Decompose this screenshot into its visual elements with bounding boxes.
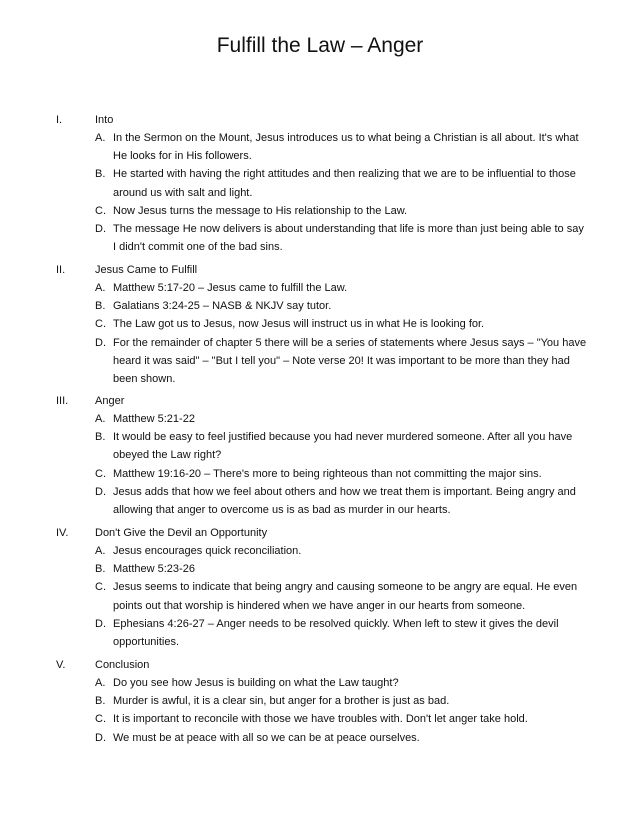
item-text: Jesus seems to indicate that being angry and causing someone to be angry are equal. He even points out that worship is hindered when we have anger in our hearts from someone. (113, 581, 578, 612)
outline-item (0, 428, 640, 464)
section-numeral: II. (56, 264, 66, 276)
section-heading (0, 262, 640, 279)
item-letter: C. (95, 581, 106, 594)
outline-item (0, 710, 640, 728)
section-title: Don't Give the Devil an Opportunity (95, 527, 268, 539)
item-text: Do you see how Jesus is building on what the Law taught? (113, 677, 399, 689)
item-text: We must be at peace with all so we can be at peace ourselves. (113, 731, 420, 744)
item-text: Matthew 19:16-20 – There's more to being righteous than not committing the major sins. (113, 467, 542, 480)
outline-item (0, 334, 640, 389)
outline-item (0, 483, 640, 519)
outline-item (0, 165, 640, 201)
section-numeral: IV. (56, 527, 69, 539)
section-heading (0, 657, 640, 674)
item-letter: B. (95, 300, 106, 313)
outline-item (0, 279, 640, 297)
item-text: Jesus encourages quick reconciliation. (113, 545, 302, 557)
outline-item (0, 615, 640, 651)
outline-item (0, 410, 640, 428)
item-letter: D. (95, 485, 106, 498)
section-title: Conclusion (95, 659, 150, 671)
outline-item (0, 202, 640, 220)
item-letter: C. (95, 467, 106, 480)
section-numeral: V. (56, 659, 66, 671)
item-letter: B. (95, 563, 106, 576)
item-text: Murder is awful, it is a clear sin, but anger for a brother is just as bad. (113, 695, 450, 708)
item-text: Galatians 3:24-25 – NASB & NKJV say tutor. (113, 300, 332, 313)
section-3 (0, 393, 640, 519)
section-title: Jesus Came to Fulfill (95, 264, 198, 276)
item-text: Matthew 5:17-20 – Jesus came to fulfill the Law. (113, 282, 348, 294)
item-text: Matthew 5:23-26 (113, 563, 195, 576)
item-text: He started with having the right attitudes and then realizing that we are to be influential to those around us with salt and light. (113, 168, 576, 199)
item-letter: D. (95, 731, 106, 744)
item-letter: A. (95, 282, 106, 294)
item-letter: A. (95, 545, 106, 557)
item-text: It is important to reconcile with those we have troubles with. Don't let anger take hold. (113, 713, 528, 726)
item-text: Now Jesus turns the message to His relationship to the Law. (113, 204, 408, 217)
item-letter: B. (95, 168, 106, 181)
item-letter: A. (95, 413, 106, 425)
outline-item (0, 220, 640, 256)
item-text: In the Sermon on the Mount, Jesus introduces us to what being a Christian is all about. It's what He looks for in His followers. (113, 132, 579, 163)
section-numeral: III. (56, 395, 69, 407)
outline-item (0, 560, 640, 578)
item-letter: D. (95, 336, 106, 349)
outline-item (0, 297, 640, 315)
item-letter: D. (95, 617, 106, 630)
item-text: For the remainder of chapter 5 there will be a series of statements where Jesus says – "You have heard it was said" – "But I tell you" – Note verse 20! It was important to be more than they had been shown. (113, 336, 587, 386)
item-letter: D. (95, 223, 106, 236)
outline-item (0, 692, 640, 710)
item-letter: B. (95, 695, 106, 708)
item-text: The message He now delivers is about understanding that life is more than just being able to say I didn't commit one of the bad sins. (113, 223, 584, 254)
section-heading (0, 112, 640, 129)
section-title: Anger (95, 395, 125, 407)
item-text: The Law got us to Jesus, now Jesus will instruct us in what He is looking for. (113, 318, 485, 331)
outline-item (0, 465, 640, 483)
outline-item (0, 315, 640, 333)
item-text: Matthew 5:21-22 (113, 413, 195, 425)
outline-item (0, 129, 640, 165)
section-2 (0, 262, 640, 388)
section-4 (0, 525, 640, 651)
item-letter: C. (95, 204, 106, 217)
section-numeral: I. (56, 114, 63, 126)
item-letter: C. (95, 713, 106, 726)
outline-item (0, 729, 640, 747)
outline-item (0, 578, 640, 614)
item-letter: B. (95, 431, 106, 444)
item-text: Jesus adds that how we feel about others and how we treat them is important. Being angry and allowing that anger to overcome us is as bad as murder in our hearts. (113, 485, 576, 517)
section-5 (0, 657, 640, 747)
section-heading (0, 525, 640, 542)
item-text: It would be easy to feel justified because you had never murdered someone. After all you have obeyed the Law right? (113, 431, 573, 462)
item-text: Ephesians 4:26-27 – Anger needs to be resolved quickly. When left to stew it gives the devil opportunities. (113, 617, 559, 649)
item-letter: A. (95, 132, 106, 144)
section-heading (0, 393, 640, 410)
section-title: Into (95, 114, 114, 126)
outline-item (0, 674, 640, 692)
item-letter: C. (95, 318, 106, 331)
item-letter: A. (95, 677, 106, 689)
document-title: Fulfill the Law – Anger (216, 34, 424, 57)
section-1 (0, 112, 640, 256)
outline-item (0, 542, 640, 560)
